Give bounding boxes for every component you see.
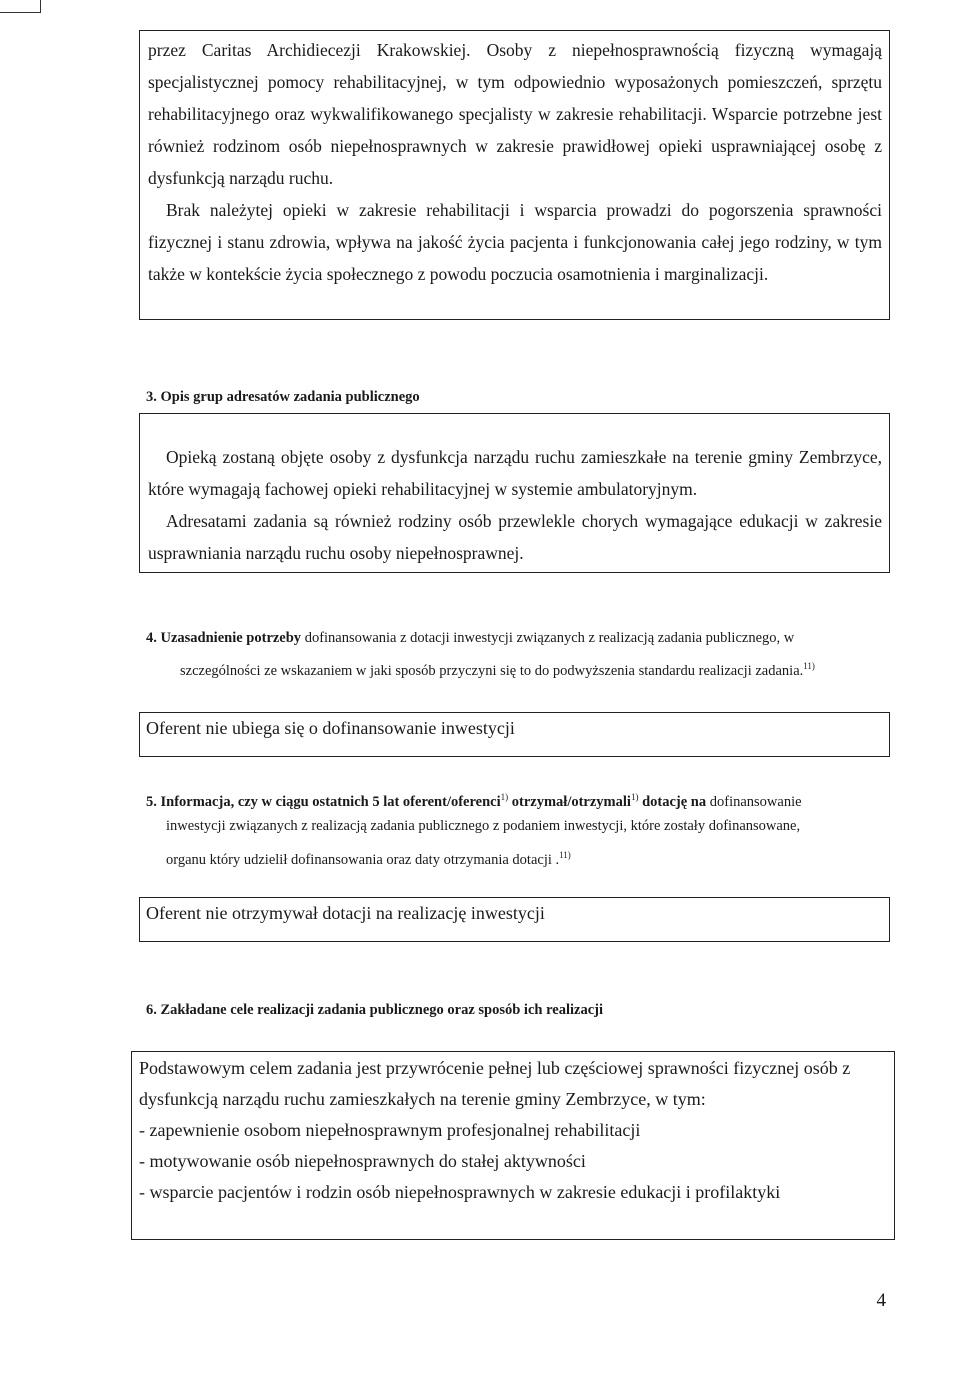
- section-4-title-rest: dofinansowania z dotacji inwestycji związanych z realizacją zadania publicznego, w: [304, 630, 795, 646]
- consequences-paragraph: Brak należytej opieki w zakresie rehabilitacji i wsparcia prowadzi do pogorszenia sprawności fizycznej i stanu zdrowia, wpływa na jakość życia pacjenta i funkcjonowania całej jego rodziny, w tym także w kontekście życia społecznego z powodu poczucia osamotnienia i marginalizacji.: [148, 200, 882, 284]
- footnote-ref: 1): [630, 792, 639, 802]
- section-3-heading: [146, 383, 420, 411]
- recipients-paragraph-1: Opieką zostaną objęte osoby z dysfunkcja narządu ruchu zamieszkałe na terenie gminy Zembrzyce, które wymagają fachowej opieki rehabilitacyjnej w systemie ambulatoryjnym.: [148, 447, 882, 499]
- section-5-line-3: [166, 841, 571, 874]
- section-3-number: 3.: [146, 389, 157, 405]
- section-4-line-2: szczególności ze wskazaniem w jaki sposób przyczyni się to do podwyższenia standardu realizacji zadania.: [180, 662, 804, 679]
- recipients-paragraph-2: Adresatami zadania są również rodziny osób przewlekle chorych wymagające edukacji w zakresie usprawniania narządu ruchu osoby niepełnosprawnej.: [148, 511, 882, 563]
- section-5-line-2: inwestycji związanych z realizacją zadania publicznego z podaniem inwestycji, które zostały dofinansowane,: [166, 818, 801, 834]
- recipients-box: [139, 413, 890, 573]
- section-5-line-3-text: organu który udzielił dofinansowania oraz daty otrzymania dotacji .: [166, 851, 560, 868]
- continuation-paragraph: przez Caritas Archidiecezji Krakowskiej. Osoby z niepełnosprawnością fizyczną wymagają specjalistycznej pomocy rehabilitacyjnej, w tym odpowiednio wyposażonych pomieszczeń, sprzętu rehabilitacyjnego oraz wykwalifikowanego specjalisty w zakresie rehabilitacji. Wsparcie potrzebne jest również rodzinom osób niepełnosprawnych w zakresie prawidłowej opieki usprawniającej osobę z dysfunkcją narządu ruchu.: [148, 40, 882, 188]
- section-4-number: 4.: [146, 630, 157, 646]
- section-5-title-rest: dofinansowanie: [709, 793, 802, 810]
- section-5-number: 5.: [146, 793, 157, 810]
- investment-answer-box: [139, 712, 890, 757]
- goal-item: - wsparcie pacjentów i rodzin osób niepełnosprawnych w zakresie edukacji i profilaktyki: [139, 1182, 781, 1202]
- section-5-title-a: Informacja, czy w ciągu ostatnich 5 lat oferent/oferenci: [160, 793, 501, 810]
- goal-item: - zapewnienie osobom niepełnosprawnym profesjonalnej rehabilitacji: [139, 1120, 641, 1140]
- section-4-title-bold: Uzasadnienie potrzeby: [160, 630, 302, 646]
- grant-answer-box: [139, 897, 890, 942]
- footnote-ref: 11): [559, 850, 571, 860]
- page-number: 4: [876, 1290, 886, 1311]
- section-6-title: Zakładane cele realizacji zadania publicznego oraz sposób ich realizacji: [160, 1002, 603, 1018]
- goals-intro-line-1: Podstawowym celem zadania jest przywrócenie pełnej lub częściowej sprawności fizycznej osób z: [139, 1058, 851, 1078]
- continuation-text-box: [139, 30, 890, 320]
- section-3-title: Opis grup adresatów zadania publicznego: [160, 389, 420, 405]
- footnote-ref: 1): [500, 792, 509, 802]
- goals-box: [131, 1051, 895, 1240]
- scan-corner-mark: [0, 0, 41, 13]
- goal-item: - motywowanie osób niepełnosprawnych do stałej aktywności: [139, 1151, 586, 1171]
- section-4-subline: [180, 652, 815, 685]
- section-6-number: 6.: [146, 1002, 157, 1018]
- section-4-heading: [146, 624, 886, 652]
- section-6-heading: [146, 996, 603, 1024]
- section-5-heading: [146, 783, 891, 816]
- footnote-ref: 11): [803, 661, 815, 671]
- section-5-title-b: otrzymał/otrzymali: [511, 793, 631, 810]
- goals-intro-line-2: dysfunkcją narządu ruchu zamieszkałych na terenie gminy Zembrzyce, w tym:: [139, 1089, 706, 1109]
- section-5-title-c: dotację na: [642, 793, 707, 810]
- grant-answer: Oferent nie otrzymywał dotacji na realizację inwestycji: [146, 903, 545, 923]
- investment-answer: Oferent nie ubiega się o dofinansowanie inwestycji: [146, 718, 515, 738]
